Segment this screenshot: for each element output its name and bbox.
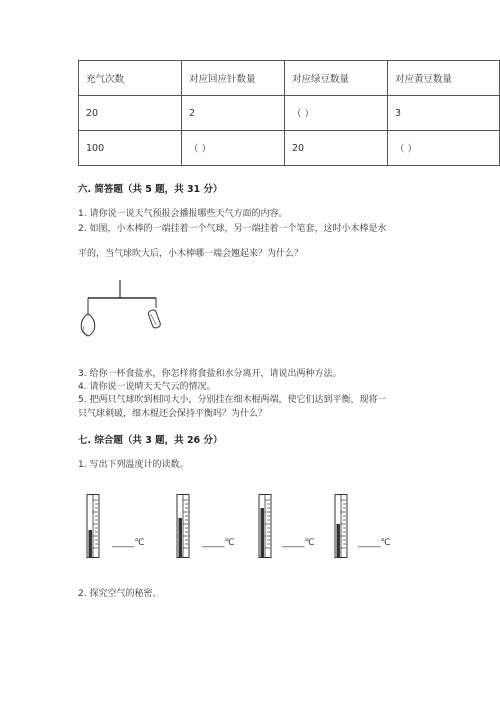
thermometer-2-answer[interactable]: _____℃ — [202, 538, 235, 548]
table-row — [79, 131, 500, 166]
table-row — [79, 96, 500, 131]
table-cell: 3 — [388, 96, 500, 131]
answer-blank[interactable]: （ ） — [285, 96, 388, 131]
table-cell: 20 — [79, 96, 182, 131]
table-header-cell: 充气次数 — [79, 61, 182, 96]
data-table — [78, 60, 500, 166]
thermometer-1 — [86, 494, 102, 558]
table-cell: 2 — [182, 96, 285, 131]
table-cell: 20 — [285, 131, 388, 166]
table-header-cell: 对应黄豆数量 — [388, 61, 500, 96]
question-6-3: 3. 给你一杯食盐水，你怎样将食盐和水分离开，请说出两种方法。 — [78, 369, 342, 379]
thermometer-3-answer[interactable]: _____℃ — [282, 538, 315, 548]
table-header-cell: 对应绿豆数量 — [285, 61, 388, 96]
question-6-2-line1: 2. 如图，小木棒的一端挂着一个气球，另一端挂着一个笔套，这时小木棒是水 — [78, 224, 387, 234]
question-6-4: 4. 请你说一说晴天天气云的情况。 — [78, 382, 216, 392]
question-7-2: 2. 探究空气的秘密。 — [78, 589, 162, 599]
question-6-5-line2: 只气球刺破，细木棍还会保持平衡吗？为什么？ — [78, 409, 268, 419]
answer-blank[interactable]: （ ） — [182, 131, 285, 166]
table-header-row — [79, 61, 500, 96]
question-6-2-line2: 平的，当气球吹大后，小木棒哪一端会翘起来？为什么？ — [78, 249, 304, 259]
balance-stick-figure — [70, 280, 170, 345]
section-6-title: 六. 简答题（共 5 题，共 31 分） — [78, 184, 223, 195]
thermometer-4 — [334, 494, 350, 558]
thermometer-4-answer[interactable]: _____℃ — [358, 538, 391, 548]
question-6-5-line1: 5. 把两只气球吹到相同大小，分别挂在细木棍两端，使它们达到平衡，现将一 — [78, 395, 387, 405]
answer-blank[interactable]: （ ） — [388, 131, 500, 166]
thermometer-1-answer[interactable]: _____℃ — [112, 538, 145, 548]
table-header-cell: 对应回应针数量 — [182, 61, 285, 96]
table-cell: 100 — [79, 131, 182, 166]
question-6-1: 1. 请你说一说天气预报会播报哪些天气方面的内容。 — [78, 209, 288, 219]
thermometer-3 — [258, 494, 274, 558]
question-7-1: 1. 写出下列温度计的读数。 — [78, 460, 189, 470]
thermometer-2 — [176, 494, 192, 558]
section-7-title: 七. 综合题（共 3 题，共 26 分） — [78, 435, 223, 446]
